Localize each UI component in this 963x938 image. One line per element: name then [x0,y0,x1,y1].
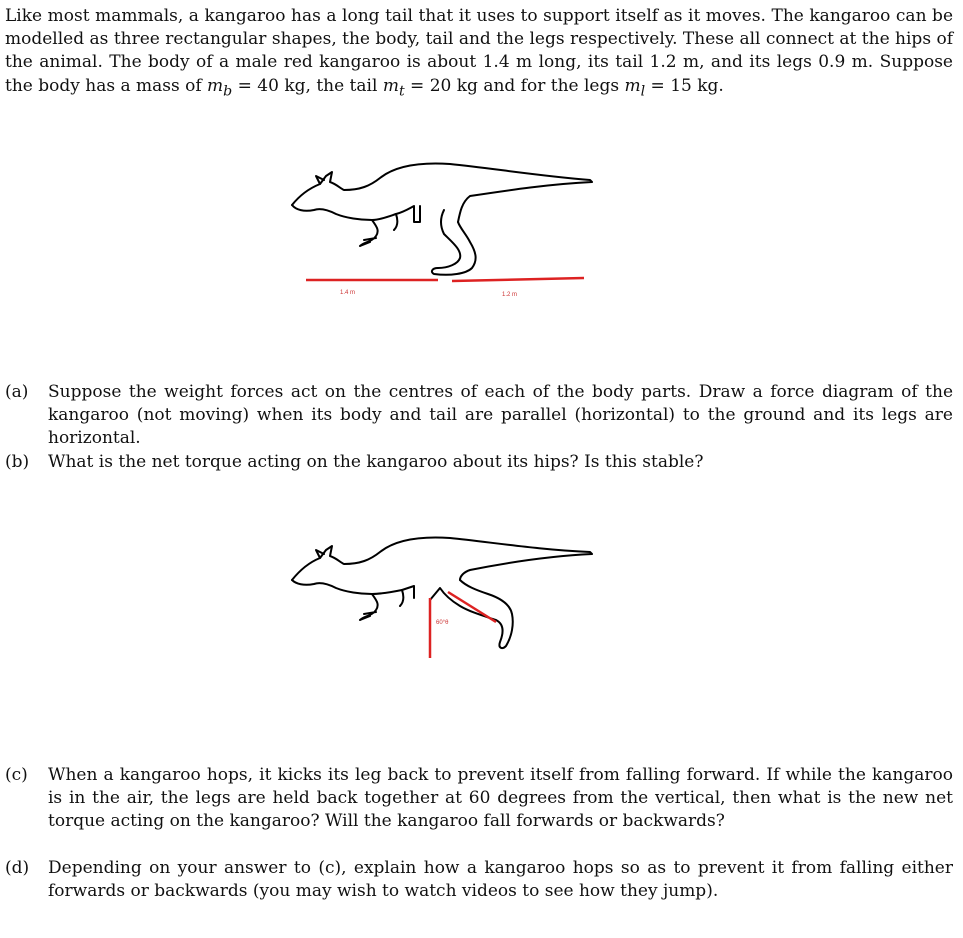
intro-text-4: = 15 kg. [645,75,724,96]
kangaroo-ear-outline-2 [316,550,324,558]
kangaroo-hindleg-outline-2 [430,580,513,648]
kangaroo-figure-1 [280,150,600,310]
kangaroo-outline-2 [292,538,592,649]
kangaroo-outline-1 [292,164,592,275]
question-c-label: (c) [5,765,28,785]
mass-legs-subscript: l [640,83,646,99]
kangaroo-ear-outline [316,176,324,184]
leg-angle-line [448,592,496,622]
kangaroo-back-outline-2 [292,538,592,580]
kangaroo-belly-outline [292,205,396,220]
question-d [5,857,953,903]
mass-legs-m: m [624,75,641,96]
mass-legs-symbol [624,75,646,99]
question-c [5,764,953,833]
intro-text-3: = 20 kg and for the legs [404,75,625,96]
question-b [5,451,953,474]
intro-paragraph [5,5,953,103]
body-length-label: 1.4 m [340,290,356,296]
question-b-text: What is the net torque acting on the kangaroo about its hips? Is this stable? [48,452,704,472]
mass-body-subscript: b [223,83,233,99]
intro-text-1: Like most mammals, a kangaroo has a long tail that it uses to support itself as it moves. The kangaroo can be modelled as three rectangular shapes, the body, tail and the legs respectively. These all connect at the hips of the animal. The body of a male red kangaroo is about 1.4 m long, its tail 1.2 m, and its legs 0.9 m. Suppose the body has a mass of [5,6,953,96]
question-d-label: (d) [5,858,30,878]
question-a [5,381,953,450]
question-b-label: (b) [5,452,30,472]
intro-text-2: = 40 kg, the tail [232,75,383,96]
kangaroo-belly-outline-2 [292,580,402,594]
mass-tail-symbol [382,75,405,99]
tail-length-line [452,278,584,281]
mass-body-symbol [207,75,233,99]
mass-tail-m: m [382,75,399,96]
angle-label: 60°θ [436,620,449,626]
tail-length-label: 1.2 m [502,292,518,298]
kangaroo-figure-2 [280,528,600,668]
question-a-label: (a) [5,382,29,402]
kangaroo-hindleg-outline [432,210,476,275]
question-d-text: Depending on your answer to (c), explain how a kangaroo hops so as to prevent it from falling either forwards or backwards (you may wish to watch videos to see how they jump). [48,858,953,901]
question-a-text: Suppose the weight forces act on the centres of each of the body parts. Draw a force diagram of the kangaroo (not moving) when its body and tail are parallel (horizontal) to the ground and its legs are horizontal. [48,382,953,448]
question-c-text: When a kangaroo hops, it kicks its leg back to prevent itself from falling forward. If while the kangaroo is in the air, the legs are held back together at 60 degrees from the vertical, then what is the new net torque acting on the kangaroo? Will the kangaroo fall forwards or backwards? [48,765,953,831]
mass-body-m: m [207,75,224,96]
mass-tail-subscript: t [398,83,405,99]
kangaroo-leg-connector [396,206,420,222]
